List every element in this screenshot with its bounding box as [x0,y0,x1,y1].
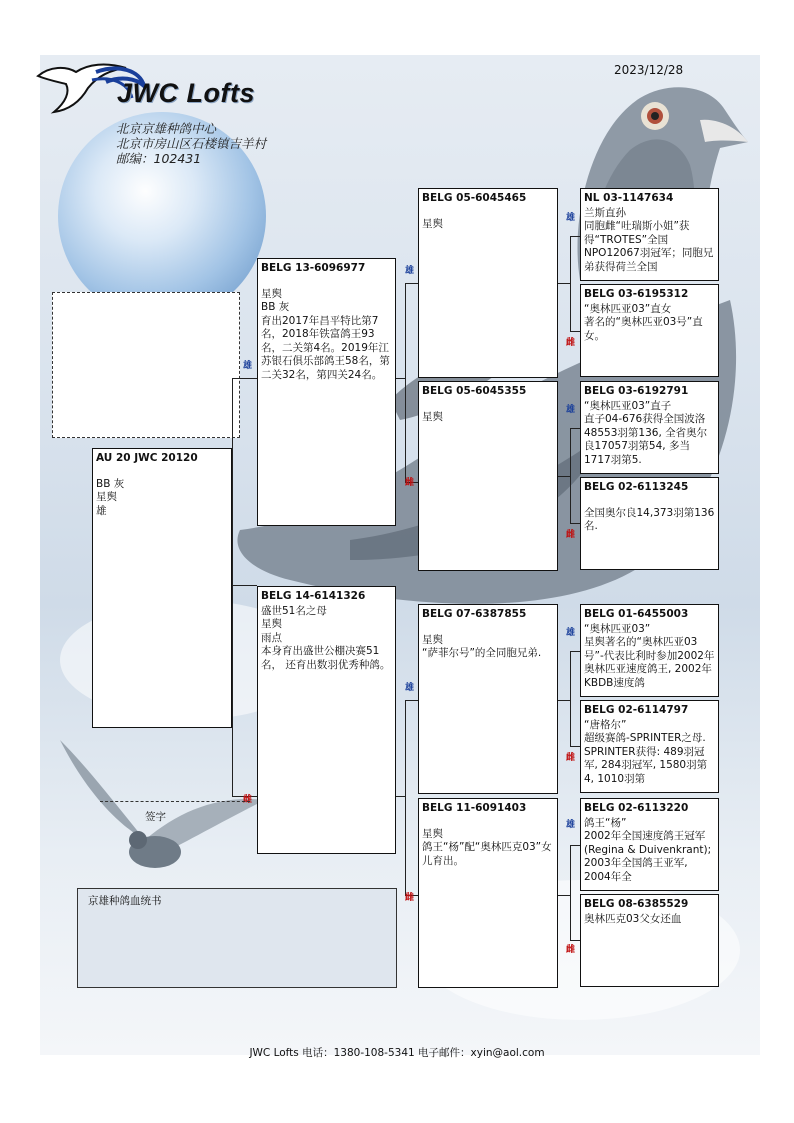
great-grandparent-card[interactable] [580,894,719,987]
card-line: “奥林匹亚03”直女 [584,302,672,315]
male-marker: 雄 [404,266,414,276]
connector-line [396,378,406,379]
connector-line [570,523,580,524]
ring-number: BELG 03-6192791 [584,385,689,397]
grandparent-card[interactable] [418,188,558,378]
card-line: 星舆 [422,633,443,646]
connector-line [557,283,571,284]
connector-line [570,845,571,940]
card-line: 著名的“奥林匹亚03号”直女。 [584,316,703,342]
connector-line [570,746,580,747]
card-line: 雨点 [261,631,282,644]
ring-number: BELG 01-6455003 [584,608,689,620]
connector-line [570,428,580,429]
male-marker: 雄 [565,405,575,415]
male-marker: 雄 [565,820,575,830]
ring-number: BELG 02-6114797 [584,704,689,716]
subject-card[interactable] [92,448,232,728]
ring-number: AU 20 JWC 20120 [96,452,198,464]
card-line: 2002年全国速度鸽王冠军(Regina & Duivenkrant); 2003年全国鸽王亚军, 2004年全 [584,830,712,883]
card-line: 星舆 [422,217,443,230]
female-marker: 雌 [404,893,414,903]
great-grandparent-card[interactable] [580,477,719,570]
ring-number: BELG 08-6385529 [584,898,689,910]
card-line: 奥林匹克03父女还血 [584,912,682,925]
female-marker: 雌 [565,338,575,348]
card-line: “奥林匹亚03” [584,622,651,635]
card-line: 同胞雌“吐瑞斯小姐”获得“TROTES”全国NPO12067羽冠军；同胞兄弟获得荷兰全国 [584,220,714,273]
card-line: 星舆 [422,410,443,423]
connector-line [570,236,580,237]
connector-line [405,700,418,701]
connector-line [557,476,571,477]
great-grandparent-card[interactable] [580,798,719,891]
connector-line [570,651,571,746]
card-line: 星舆著名的“奥林匹亚03号”-代表比利时参加2002年奥林匹亚速度鸽王, 2002年KBDB速度鸽 [584,636,715,689]
ring-number: BELG 02-6113220 [584,802,689,814]
ring-number: NL 03-1147634 [584,192,674,204]
card-line: 盛世51名之母 [261,604,327,617]
card-line: BB 灰 [96,477,125,490]
female-marker: 雌 [242,795,252,805]
connector-line [557,895,571,896]
pigeon-photo-placeholder[interactable] [52,292,240,438]
ring-number: BELG 11-6091403 [422,802,527,814]
male-marker: 雄 [242,361,252,371]
great-grandparent-card[interactable] [580,284,719,377]
dam-card[interactable] [257,586,396,854]
card-line: 星舆 [261,618,282,630]
footer-contact: JWC Lofts 电话：1380-108-5341 电子邮件：xyin@aol.com [249,1047,545,1059]
card-line [584,496,715,507]
connector-line [405,283,418,284]
address-line: 北京市房山区石楼镇吉羊村 [116,136,267,151]
signature-line[interactable] [100,801,250,802]
card-line: 星舆 [261,287,282,300]
certificate-label: 京雄种鸽血统书 [88,895,162,907]
female-marker: 雌 [565,753,575,763]
male-marker: 雄 [565,213,575,223]
card-line: 雄 [96,504,107,517]
grandparent-card[interactable] [418,381,558,571]
male-marker: 雄 [404,683,414,693]
connector-line [232,378,233,796]
male-marker: 雄 [565,628,575,638]
connector-line [396,796,406,797]
ring-number: BELG 13-6096977 [261,262,366,274]
female-marker: 雌 [565,530,575,540]
great-grandparent-card[interactable] [580,604,719,697]
connector-line [570,651,580,652]
card-line: 鸽王“杨”配“奥林匹克03”女儿育出。 [422,841,552,867]
connector-line [405,283,406,482]
ring-number: BELG 14-6141326 [261,590,366,602]
certificate-box [77,888,397,988]
grandparent-card[interactable] [418,604,558,794]
card-line: 本身育出盛世公棚决赛51名， 还育出数羽优秀种鸽。 [261,645,391,671]
connector-line [232,378,257,379]
ring-number: BELG 05-6045465 [422,192,527,204]
ring-number: BELG 07-6387855 [422,608,527,620]
connector-line [570,331,580,332]
ring-number: BELG 05-6045355 [422,385,527,397]
card-line: 全国奥尔良14,373羽第136名. [584,506,715,532]
card-line: “唐格尔” [584,718,627,731]
logo-text: JWC Lofts [117,78,255,108]
connector-line [557,700,571,701]
connector-line [405,700,406,895]
female-marker: 雌 [404,478,414,488]
card-line: 超级赛鸽-SPRINTER之母. SPRINTER获得: 489羽冠军, 284羽冠军, 1580羽第4, 1010羽第 [584,732,708,785]
card-line: 星舆 [96,491,117,503]
ring-number: BELG 03-6195312 [584,288,689,300]
connector-line [570,845,580,846]
card-line: 鸽王“杨” [584,816,627,829]
address-line: 北京京雄种鸽中心 [116,121,217,136]
card-line: 育出2017年昌平特比第7名，2018年铁富鸽王93名，二关第4名。2019年江苏银石俱乐部鸽王58名，第二关32名，第四关24名。 [261,314,390,381]
card-line: 星舆 [422,827,443,840]
card-line: “奥林匹亚03”直子 [584,399,672,412]
great-grandparent-card[interactable] [580,381,719,474]
ring-number: BELG 02-6113245 [584,481,689,493]
print-date: 2023/12/28 [614,63,684,77]
card-line: BB 灰 [261,301,290,313]
connector-line [570,940,580,941]
connector-line [232,585,257,586]
grandparent-card[interactable] [418,798,558,988]
address-line: 邮编：102431 [116,151,202,166]
card-line: 直子04-676获得全国波洛48553羽第136, 全省奥尔良17057羽第54, 多当1717羽第5. [584,413,708,466]
card-line: 兰斯直孙 [584,206,626,219]
card-line: “萨菲尔号”的全同胞兄弟. [422,647,542,659]
loft-address [116,121,266,166]
sire-card[interactable] [257,258,396,526]
great-grandparent-card[interactable] [580,188,719,281]
signature-label: 签字 [145,811,166,823]
great-grandparent-card[interactable] [580,700,719,793]
female-marker: 雌 [565,945,575,955]
